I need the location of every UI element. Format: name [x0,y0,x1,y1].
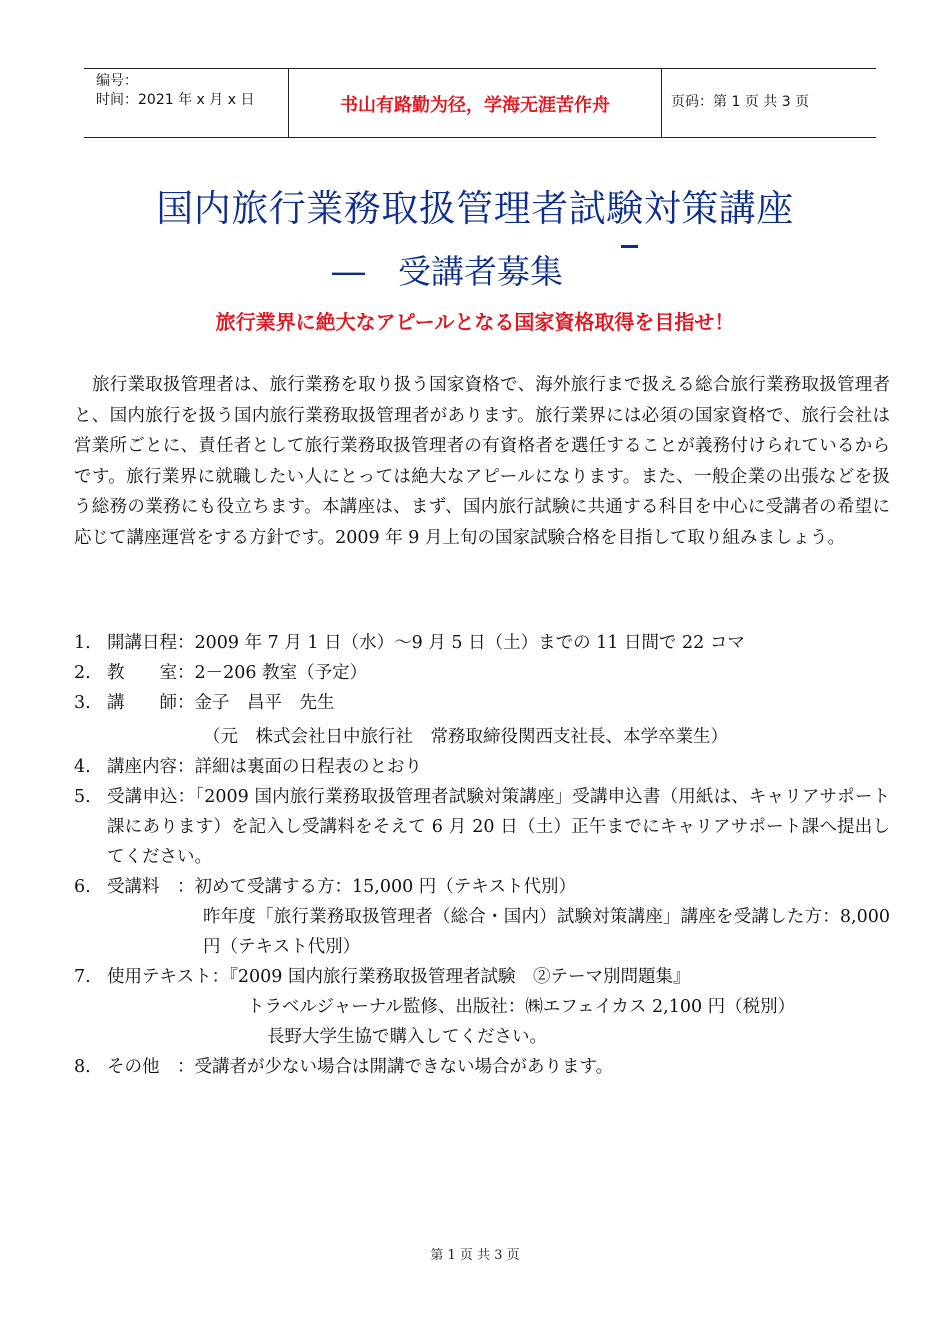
list-item-number: 7. [74,967,91,987]
list-item-text: 教 室：2－206 教室（予定） [107,663,368,683]
list-item-subtext: 昨年度「旅行業務取扱管理者（総合・国内）試験対策講座」講座を受講した方：8,000 円（テキスト代別） [203,907,890,957]
list-item-number: 4. [74,757,91,777]
page-subtitle: ― 受講者募集 [332,252,563,291]
list-item-subtext: トラベルジャーナル監修、出版社：㈱エフェイカス 2,100 円（税別） [247,997,796,1017]
list-item [74,688,890,752]
list-item-text: 講 師：金子 昌平 先生 [107,693,335,713]
list-item-text: 受講申込：「2009 国内旅行業務取扱管理者試験対策講座」受講申込書（用紙は、キャリアサポート課にあります）を記入し受講料をそえて 6 月 20 日（土）正午までにキャリアサポート課へ提出してください。 [107,787,890,867]
header-table [84,68,876,138]
list-item-subtext: （元 株式会社日中旅行社 常務取締役関西支社長、本学卒業生） [203,727,728,747]
list-item-subtext: 長野大学生協で購入してください。 [267,1027,547,1047]
details-list [74,628,890,1082]
list-item-number: 2. [74,663,91,683]
page-title: 国内旅行業務取扱管理者試験対策講座 [156,187,794,230]
header-motto: 书山有路勤为径，学海无涯苦作舟 [340,95,610,116]
list-item [74,752,890,782]
header-page-info: 页码：第 1 页 共 3 页 [671,94,810,110]
list-item-number: 8. [74,1057,91,1077]
header-page-cell [661,69,876,137]
list-item-number: 6. [74,877,91,897]
list-item [74,782,890,872]
page-footer: 第 1 页 共 3 页 [430,1248,520,1263]
header-motto-cell [288,69,662,137]
list-item [74,1052,890,1082]
list-item [74,628,890,658]
list-item [74,872,890,962]
document-time-label: 时间：2021 年 x 月 x 日 [96,92,255,108]
list-item [74,658,890,688]
list-item-text: 講座内容：詳細は裏面の日程表のとおり [107,757,422,777]
list-item-text: 使用テキスト：『2009 国内旅行業務取扱管理者試験 ②テーマ別問題集』 [107,967,691,987]
intro-paragraph: 旅行業取扱管理者は、旅行業務を取り扱う国家資格で、海外旅行まで扱える総合旅行業務取扱管理者と、国内旅行を扱う国内旅行業務取扱管理者があります。旅行業界には必須の国家資格で、旅行会社は営業所ごとに、責任者として旅行業務取扱管理者の有資格者を選任することが義務付けられているからです。旅行業界に就職したい人にとっては絶大なアピールになります。また、一般企業の出張などを扱う総務の業務にも役立ちます。本講座は、まず、国内旅行試験に共通する科目を中心に受講者の希望に応じて講座運営をする方針です。2009 年 9 月上旬の国家試験合格を目指して取り組みましょう。 [74,375,890,548]
header-left-cell [84,69,288,137]
list-item-text: 開講日程：2009 年 7 月 1 日（水）～9 月 5 日（土）までの 11 日間で 22 コマ [107,633,745,653]
tagline: 旅行業界に絶大なアピールとなる国家資格取得を目指せ！ [215,310,735,334]
list-item-number: 1. [74,633,91,653]
list-item-text: その他 ：受講者が少ない場合は開講できない場合があります。 [107,1057,614,1077]
document-number-label: 编号： [96,73,138,89]
subtitle-overline-mark [621,245,638,248]
list-item [74,962,890,1052]
list-item-number: 5. [74,787,91,807]
list-item-number: 3. [74,693,91,713]
list-item-text: 受講料 ：初めて受講する方：15,000 円（テキスト代別） [107,877,576,897]
